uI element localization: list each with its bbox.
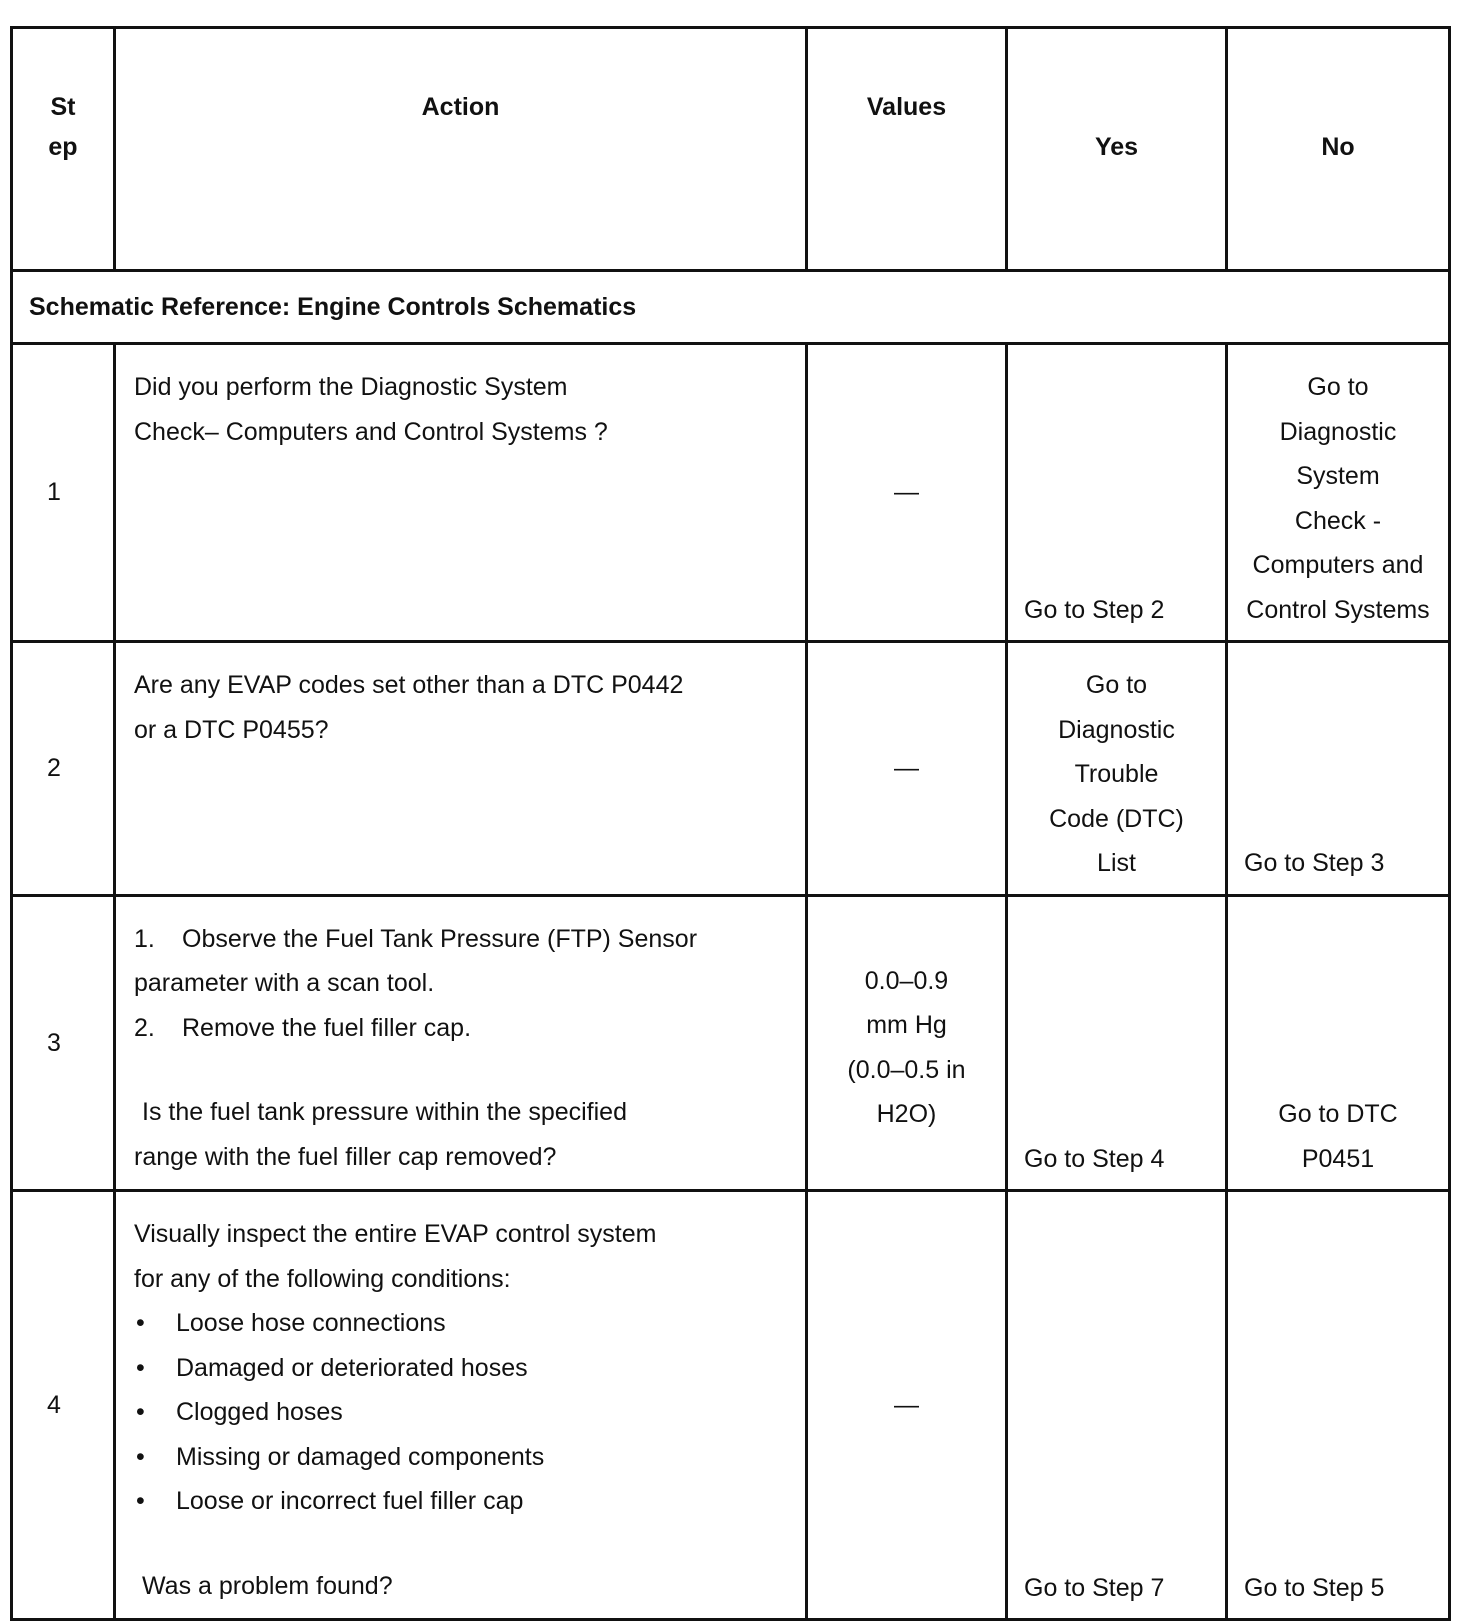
yes-line: Go to Step 4 (1024, 1144, 1165, 1173)
action-line: for any of the following conditions: (134, 1264, 511, 1293)
no-cell (1227, 1191, 1450, 1620)
action-cell (115, 344, 807, 642)
step-number: 4 (12, 1191, 115, 1620)
no-line: Control Systems (1246, 595, 1430, 624)
no-line: Go to DTC (1278, 1100, 1398, 1128)
no-line: Diagnostic (1279, 417, 1397, 446)
yes-line: Diagnostic (1058, 715, 1175, 744)
schematic-reference: Schematic Reference: Engine Controls Schematics (12, 271, 1450, 344)
no-line: Go to (1307, 373, 1369, 401)
bullet-icon: • (136, 1442, 145, 1471)
no-line: Check - (1294, 506, 1382, 535)
step-number: 2 (12, 642, 115, 896)
bullet-text: Loose hose connections (176, 1309, 446, 1337)
header-step-line: ep (48, 133, 78, 161)
action-line: Visually inspect the entire EVAP control system (134, 1220, 657, 1248)
step-number: 1 (12, 344, 115, 642)
bullet-text: Damaged or deteriorated hoses (176, 1353, 528, 1382)
values-cell: — (807, 1191, 1007, 1620)
list-text: parameter with a scan tool. (134, 969, 435, 997)
action-list-item (134, 1006, 805, 1051)
yes-line: Go to Step 2 (1024, 595, 1165, 624)
no-line: Go to Step 5 (1244, 1573, 1385, 1602)
header-values: Values (807, 28, 1007, 271)
values-line: H2O) (876, 1100, 937, 1128)
yes-cell (1007, 895, 1227, 1191)
action-cell (115, 1191, 807, 1620)
bullet-icon: • (136, 1353, 145, 1382)
values-cell: — (807, 642, 1007, 896)
action-question-line: range with the fuel filler cap removed? (134, 1142, 557, 1171)
no-cell (1227, 895, 1450, 1191)
bullet-icon: • (136, 1309, 145, 1337)
action-line: Did you perform the Diagnostic System (134, 373, 568, 401)
no-line: Computers and (1252, 551, 1424, 579)
yes-line: List (1097, 849, 1136, 877)
bullet-item (134, 1479, 805, 1524)
no-line: System (1296, 462, 1380, 490)
action-question-line: Was a problem found? (142, 1571, 393, 1600)
bullet-icon: • (136, 1398, 145, 1426)
values-line: mm Hg (866, 1011, 947, 1039)
header-row (12, 28, 1450, 271)
no-line: P0451 (1301, 1144, 1375, 1173)
bullet-text: Clogged hoses (176, 1398, 343, 1426)
header-step (12, 28, 115, 271)
list-number: 1. (134, 924, 155, 953)
bullet-item (134, 1346, 805, 1391)
yes-line: Code (DTC) (1049, 804, 1184, 833)
table-row (12, 895, 1450, 1191)
header-step-line: St (50, 93, 76, 121)
action-list-item (134, 917, 805, 962)
values-line: (0.0–0.5 in (847, 1055, 966, 1084)
action-question-line: Is the fuel tank pressure within the specified (142, 1098, 627, 1126)
diagnostic-table (10, 26, 1451, 1621)
yes-cell (1007, 642, 1227, 896)
bullet-item (134, 1435, 805, 1480)
action-list-item (134, 961, 805, 1006)
list-text: Observe the Fuel Tank Pressure (FTP) Sensor (182, 924, 698, 953)
yes-cell (1007, 344, 1227, 642)
header-yes: Yes (1007, 28, 1227, 271)
header-no: No (1227, 28, 1450, 271)
bullet-item (134, 1301, 805, 1346)
yes-line: Go to Step 7 (1024, 1573, 1165, 1602)
no-line: Go to Step 3 (1244, 849, 1385, 877)
action-line: Check– Computers and Control Systems ? (134, 417, 608, 446)
table-row (12, 344, 1450, 642)
schematic-row (12, 271, 1450, 344)
no-cell (1227, 344, 1450, 642)
bullet-item (134, 1390, 805, 1435)
bullet-text: Loose or incorrect fuel filler cap (176, 1487, 524, 1515)
table-row (12, 1191, 1450, 1620)
bullet-text: Missing or damaged components (176, 1442, 545, 1471)
table-row (12, 642, 1450, 896)
list-text: Remove the fuel filler cap. (182, 1013, 472, 1042)
values-cell (807, 895, 1007, 1191)
action-line: or a DTC P0455? (134, 715, 329, 744)
yes-cell (1007, 1191, 1227, 1620)
bullet-icon: • (136, 1487, 145, 1515)
values-line: 0.0–0.9 (864, 966, 949, 995)
step-number: 3 (12, 895, 115, 1191)
yes-line: Go to (1085, 671, 1148, 699)
yes-line: Trouble (1074, 760, 1159, 788)
list-number: 2. (134, 1013, 155, 1042)
action-cell (115, 642, 807, 896)
no-cell (1227, 642, 1450, 896)
action-cell (115, 895, 807, 1191)
action-line: Are any EVAP codes set other than a DTC P0442 (134, 671, 684, 699)
header-action: Action (115, 28, 807, 271)
values-cell: — (807, 344, 1007, 642)
